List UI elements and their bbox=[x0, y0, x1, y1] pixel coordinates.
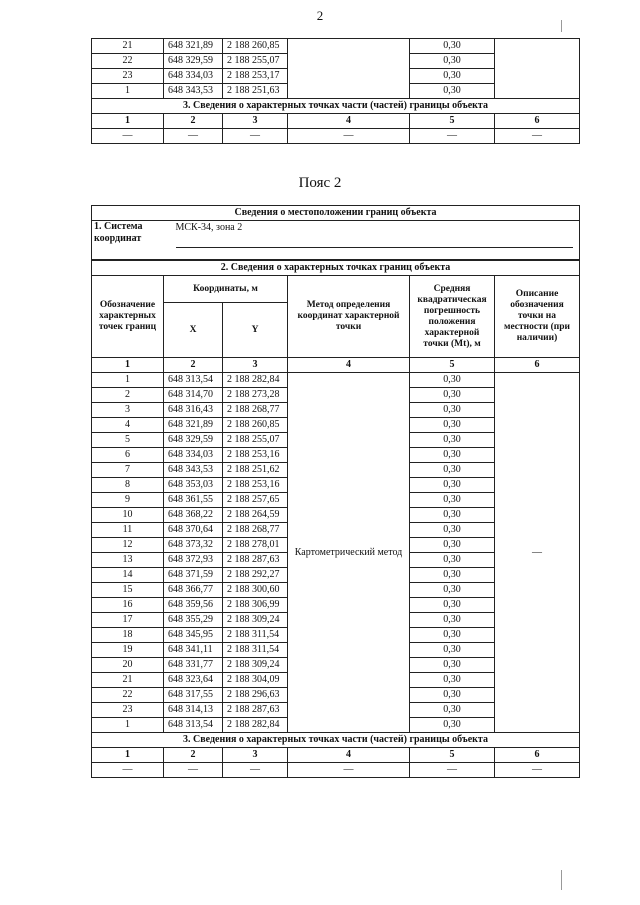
coord-y: 2 188 287,63 bbox=[223, 703, 288, 718]
column-number-row bbox=[92, 748, 580, 763]
dash-cell: — bbox=[410, 129, 495, 144]
column-number: 3 bbox=[223, 114, 288, 129]
point-id: 4 bbox=[92, 418, 164, 433]
table-row bbox=[92, 373, 580, 388]
header-row-1 bbox=[92, 276, 580, 303]
coord-y: 2 188 253,16 bbox=[223, 448, 288, 463]
point-id: 16 bbox=[92, 598, 164, 613]
coord-y: 2 188 306,99 bbox=[223, 598, 288, 613]
dash-cell: — bbox=[495, 129, 580, 144]
coord-y: 2 188 257,65 bbox=[223, 493, 288, 508]
column-number: 3 bbox=[223, 748, 288, 763]
page-number: 2 bbox=[316, 8, 324, 23]
coord-x: 648 316,43 bbox=[164, 403, 223, 418]
accuracy: 0,30 bbox=[410, 568, 495, 583]
header-coordinates: Координаты, м bbox=[164, 276, 288, 303]
accuracy: 0,30 bbox=[410, 54, 495, 69]
coord-x: 648 341,11 bbox=[164, 643, 223, 658]
accuracy: 0,30 bbox=[410, 703, 495, 718]
dash-cell: — bbox=[288, 763, 410, 778]
coord-y: 2 188 292,27 bbox=[223, 568, 288, 583]
coord-x: 648 331,77 bbox=[164, 658, 223, 673]
dash-cell: — bbox=[164, 129, 223, 144]
coord-y: 2 188 278,01 bbox=[223, 538, 288, 553]
dash-cell: — bbox=[164, 763, 223, 778]
coord-y: 2 188 273,28 bbox=[223, 388, 288, 403]
description-cell: — bbox=[495, 373, 580, 733]
continuation-table-body bbox=[92, 39, 580, 99]
coord-y: 2 188 282,84 bbox=[223, 718, 288, 733]
point-id: 12 bbox=[92, 538, 164, 553]
point-id: 21 bbox=[92, 39, 164, 54]
coord-x: 648 313,54 bbox=[164, 373, 223, 388]
coord-y: 2 188 311,54 bbox=[223, 628, 288, 643]
point-id: 2 bbox=[92, 388, 164, 403]
dash-cell: — bbox=[223, 129, 288, 144]
column-number: 1 bbox=[92, 748, 164, 763]
point-id: 15 bbox=[92, 583, 164, 598]
coord-y: 2 188 255,07 bbox=[223, 54, 288, 69]
accuracy: 0,30 bbox=[410, 84, 495, 99]
coord-x: 648 314,70 bbox=[164, 388, 223, 403]
accuracy: 0,30 bbox=[410, 628, 495, 643]
column-number: 1 bbox=[92, 114, 164, 129]
dash-cell: — bbox=[92, 763, 164, 778]
coordinate-system-text: МСК-34, зона 2 bbox=[175, 222, 243, 233]
coord-y: 2 188 311,54 bbox=[223, 643, 288, 658]
coord-y: 2 188 260,85 bbox=[223, 39, 288, 54]
accuracy: 0,30 bbox=[410, 718, 495, 733]
coord-x: 648 321,89 bbox=[164, 418, 223, 433]
table-row bbox=[92, 39, 580, 54]
point-id: 20 bbox=[92, 658, 164, 673]
point-id: 23 bbox=[92, 69, 164, 84]
coord-y: 2 188 251,62 bbox=[223, 463, 288, 478]
column-number: 5 bbox=[410, 748, 495, 763]
coord-x: 648 314,13 bbox=[164, 703, 223, 718]
coord-y: 2 188 264,59 bbox=[223, 508, 288, 523]
point-id: 22 bbox=[92, 688, 164, 703]
point-id: 1 bbox=[92, 373, 164, 388]
dash-cell: — bbox=[410, 763, 495, 778]
description-cell bbox=[495, 39, 580, 99]
coord-y: 2 188 268,77 bbox=[223, 523, 288, 538]
dash-cell: — bbox=[92, 129, 164, 144]
dash-cell: — bbox=[223, 763, 288, 778]
header-method: Метод определения координат характерной точки bbox=[288, 276, 410, 358]
coord-y: 2 188 268,77 bbox=[223, 403, 288, 418]
underline bbox=[176, 247, 574, 248]
coord-x: 648 371,59 bbox=[164, 568, 223, 583]
column-number: 6 bbox=[495, 748, 580, 763]
accuracy: 0,30 bbox=[410, 553, 495, 568]
point-id: 7 bbox=[92, 463, 164, 478]
coord-x: 648 334,03 bbox=[164, 448, 223, 463]
column-number: 2 bbox=[164, 114, 223, 129]
coord-x: 648 359,56 bbox=[164, 598, 223, 613]
coord-x: 648 343,53 bbox=[164, 463, 223, 478]
coordinate-system-row bbox=[92, 221, 580, 261]
column-number: 3 bbox=[223, 358, 288, 373]
point-id: 11 bbox=[92, 523, 164, 538]
section3-title: 3. Сведения о характерных точках части (частей) границы объекта bbox=[92, 733, 580, 748]
accuracy: 0,30 bbox=[410, 613, 495, 628]
header-x: X bbox=[164, 303, 223, 358]
coord-x: 648 329,59 bbox=[164, 54, 223, 69]
column-number: 2 bbox=[164, 358, 223, 373]
section3-title-row bbox=[92, 99, 580, 114]
column-number: 6 bbox=[495, 358, 580, 373]
section3-title-row bbox=[92, 733, 580, 748]
dash-cell: — bbox=[495, 763, 580, 778]
accuracy: 0,30 bbox=[410, 433, 495, 448]
column-number: 2 bbox=[164, 748, 223, 763]
coord-y: 2 188 300,60 bbox=[223, 583, 288, 598]
accuracy: 0,30 bbox=[410, 403, 495, 418]
continuation-table bbox=[91, 38, 580, 144]
accuracy: 0,30 bbox=[410, 39, 495, 54]
coord-y: 2 188 296,63 bbox=[223, 688, 288, 703]
coord-x: 648 323,64 bbox=[164, 673, 223, 688]
section2-title-row bbox=[92, 260, 580, 276]
accuracy: 0,30 bbox=[410, 598, 495, 613]
belt-title: Пояс 2 bbox=[298, 175, 342, 191]
scan-mark bbox=[561, 20, 562, 32]
dash-row bbox=[92, 129, 580, 144]
scan-mark bbox=[561, 870, 562, 890]
header-point: Обозначение характерных точек границ bbox=[92, 276, 164, 358]
point-id: 10 bbox=[92, 508, 164, 523]
method-cell bbox=[288, 39, 410, 99]
accuracy: 0,30 bbox=[410, 373, 495, 388]
column-number: 1 bbox=[92, 358, 164, 373]
point-id: 1 bbox=[92, 84, 164, 99]
coordinate-system-value bbox=[164, 221, 580, 261]
coord-x: 648 317,55 bbox=[164, 688, 223, 703]
accuracy: 0,30 bbox=[410, 478, 495, 493]
coord-y: 2 188 251,63 bbox=[223, 84, 288, 99]
coordinate-system-label: 1. Система координат bbox=[92, 221, 164, 261]
point-id: 3 bbox=[92, 403, 164, 418]
accuracy: 0,30 bbox=[410, 688, 495, 703]
coord-y: 2 188 253,16 bbox=[223, 478, 288, 493]
accuracy: 0,30 bbox=[410, 388, 495, 403]
table-title-row bbox=[92, 206, 580, 221]
coord-x: 648 372,93 bbox=[164, 553, 223, 568]
point-id: 17 bbox=[92, 613, 164, 628]
column-number-row bbox=[92, 358, 580, 373]
point-id: 21 bbox=[92, 673, 164, 688]
dash-row bbox=[92, 763, 580, 778]
point-id: 6 bbox=[92, 448, 164, 463]
header-y: Y bbox=[223, 303, 288, 358]
point-id: 1 bbox=[92, 718, 164, 733]
point-id: 22 bbox=[92, 54, 164, 69]
coord-x: 648 368,22 bbox=[164, 508, 223, 523]
coord-y: 2 188 309,24 bbox=[223, 658, 288, 673]
accuracy: 0,30 bbox=[410, 463, 495, 478]
coord-x: 648 370,64 bbox=[164, 523, 223, 538]
header-description: Описание обозначения точки на местности (при наличии) bbox=[495, 276, 580, 358]
dash-cell: — bbox=[288, 129, 410, 144]
column-number: 6 bbox=[495, 114, 580, 129]
accuracy: 0,30 bbox=[410, 523, 495, 538]
column-number: 5 bbox=[410, 358, 495, 373]
column-number: 5 bbox=[410, 114, 495, 129]
point-id: 19 bbox=[92, 643, 164, 658]
point-id: 18 bbox=[92, 628, 164, 643]
coord-x: 648 329,59 bbox=[164, 433, 223, 448]
accuracy: 0,30 bbox=[410, 448, 495, 463]
point-id: 14 bbox=[92, 568, 164, 583]
point-id: 9 bbox=[92, 493, 164, 508]
boundary-table bbox=[91, 205, 580, 778]
coord-y: 2 188 304,09 bbox=[223, 673, 288, 688]
accuracy: 0,30 bbox=[410, 583, 495, 598]
coord-x: 648 361,55 bbox=[164, 493, 223, 508]
coord-x: 648 343,53 bbox=[164, 84, 223, 99]
coord-y: 2 188 253,17 bbox=[223, 69, 288, 84]
point-id: 8 bbox=[92, 478, 164, 493]
accuracy: 0,30 bbox=[410, 508, 495, 523]
accuracy: 0,30 bbox=[410, 538, 495, 553]
coord-y: 2 188 260,85 bbox=[223, 418, 288, 433]
coord-x: 648 353,03 bbox=[164, 478, 223, 493]
coord-x: 648 313,54 bbox=[164, 718, 223, 733]
accuracy: 0,30 bbox=[410, 418, 495, 433]
point-id: 5 bbox=[92, 433, 164, 448]
point-id: 23 bbox=[92, 703, 164, 718]
coord-y: 2 188 282,84 bbox=[223, 373, 288, 388]
accuracy: 0,30 bbox=[410, 69, 495, 84]
point-id: 13 bbox=[92, 553, 164, 568]
accuracy: 0,30 bbox=[410, 493, 495, 508]
header-accuracy: Средняя квадратическая погрешность положения характерной точки (Mt), м bbox=[410, 276, 495, 358]
column-number: 4 bbox=[288, 358, 410, 373]
column-number: 4 bbox=[288, 114, 410, 129]
accuracy: 0,30 bbox=[410, 673, 495, 688]
method-cell: Картометрический метод bbox=[288, 373, 410, 733]
coord-x: 648 355,29 bbox=[164, 613, 223, 628]
section2-title: 2. Сведения о характерных точках границ объекта bbox=[92, 260, 580, 276]
coord-y: 2 188 287,63 bbox=[223, 553, 288, 568]
boundary-table-body bbox=[92, 373, 580, 733]
column-number-row bbox=[92, 114, 580, 129]
coord-y: 2 188 309,24 bbox=[223, 613, 288, 628]
column-number: 4 bbox=[288, 748, 410, 763]
coord-y: 2 188 255,07 bbox=[223, 433, 288, 448]
accuracy: 0,30 bbox=[410, 643, 495, 658]
table-title: Сведения о местоположении границ объекта bbox=[92, 206, 580, 221]
coord-x: 648 334,03 bbox=[164, 69, 223, 84]
coord-x: 648 373,32 bbox=[164, 538, 223, 553]
coord-x: 648 345,95 bbox=[164, 628, 223, 643]
coord-x: 648 366,77 bbox=[164, 583, 223, 598]
accuracy: 0,30 bbox=[410, 658, 495, 673]
section3-title: 3. Сведения о характерных точках части (частей) границы объекта bbox=[92, 99, 580, 114]
coord-x: 648 321,89 bbox=[164, 39, 223, 54]
